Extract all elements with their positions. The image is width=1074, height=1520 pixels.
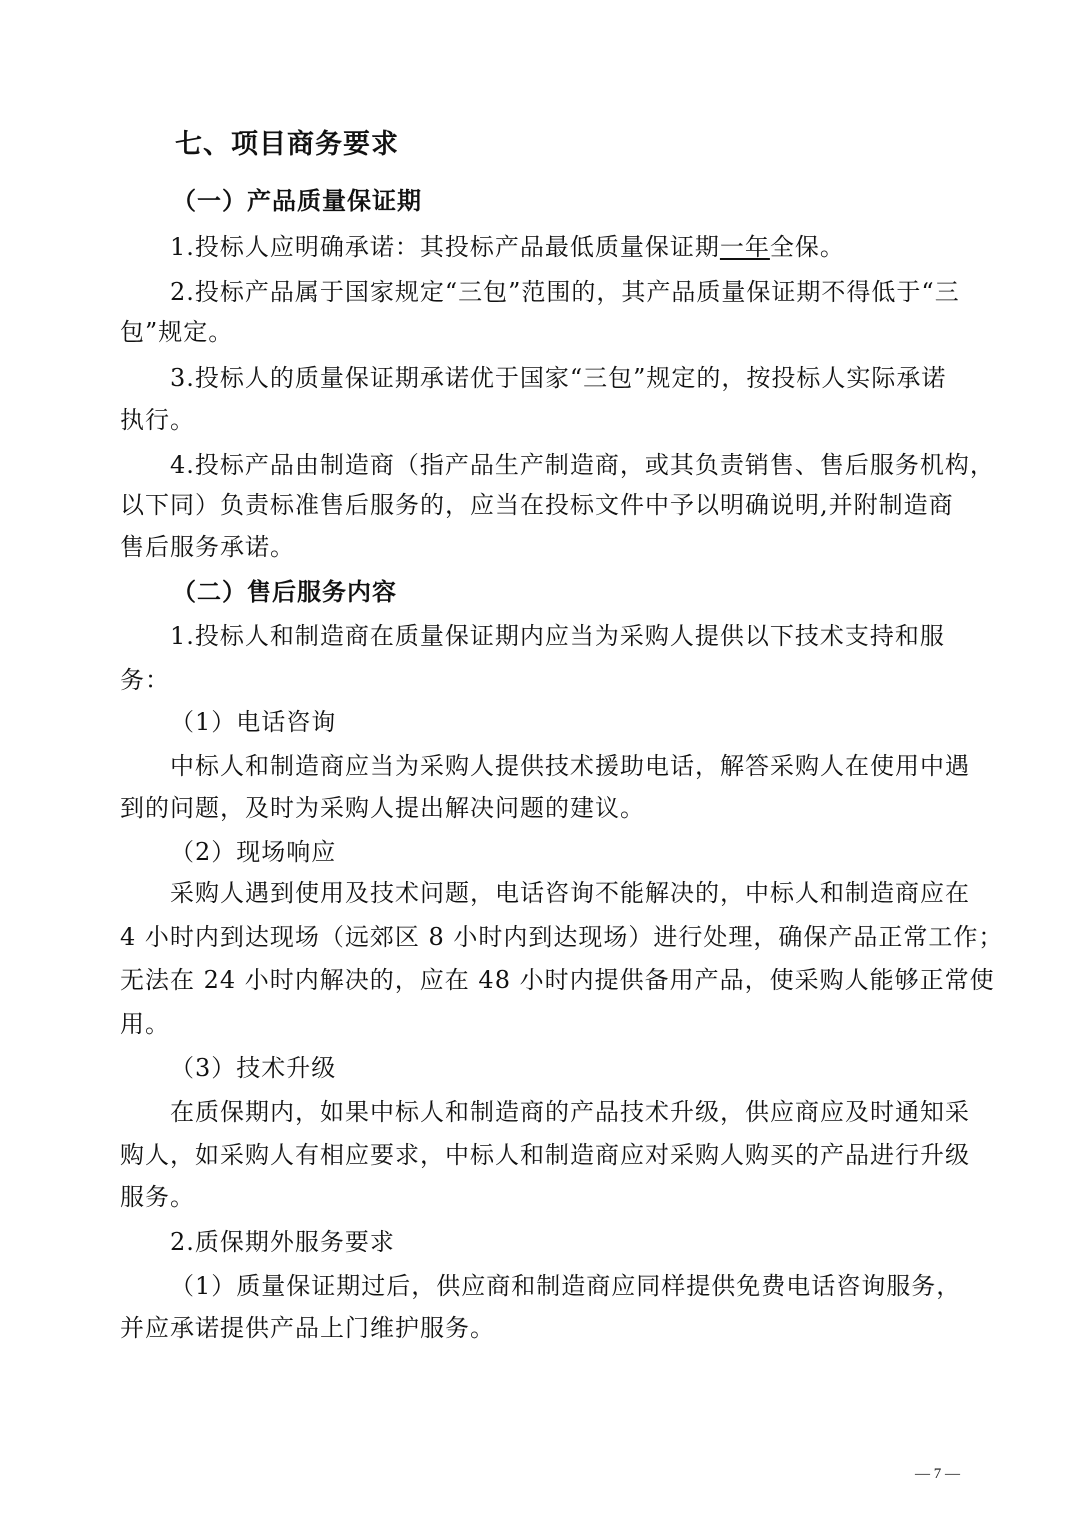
item-title: （1）电话咨询	[170, 708, 337, 736]
paragraph-line: 购人，如采购人有相应要求，中标人和制造商应对采购人购买的产品进行升级	[120, 1141, 970, 1169]
paragraph-line: 以下同）负责标准售后服务的，应当在投标文件中予以明确说明,并附制造商	[120, 491, 954, 519]
paragraph-line: 并应承诺提供产品上门维护服务。	[120, 1314, 495, 1342]
paragraph-line: 用。	[120, 1010, 170, 1038]
item-title: 2.质保期外服务要求	[170, 1228, 395, 1256]
paragraph-line: 到的问题，及时为采购人提出解决问题的建议。	[120, 794, 645, 822]
paragraph-line: 中标人和制造商应当为采购人提供技术援助电话，解答采购人在使用中遇	[170, 752, 970, 780]
section-title: 七、项目商务要求	[175, 129, 399, 160]
paragraph-1	[170, 232, 845, 262]
paragraph-line: （1）质量保证期过后，供应商和制造商应同样提供免费电话咨询服务，	[170, 1272, 962, 1300]
text: 全保。	[769, 233, 845, 261]
page-number: — 7 —	[915, 1466, 960, 1482]
subsection-heading-warranty: （一）产品质量保证期	[172, 187, 422, 215]
paragraph-line: 2.投标产品属于国家规定“三包”范围的，其产品质量保证期不得低于“三	[170, 278, 960, 306]
paragraph-line: 在质保期内，如果中标人和制造商的产品技术升级，供应商应及时通知采	[170, 1098, 970, 1126]
text: 1.投标人应明确承诺：其投标产品最低质量保证期	[170, 233, 720, 261]
paragraph-line: 4 小时内到达现场（远郊区 8 小时内到达现场）进行处理，确保产品正常工作；	[120, 923, 1004, 951]
paragraph-line: 执行。	[120, 406, 195, 434]
paragraph-line: 1.投标人和制造商在质量保证期内应当为采购人提供以下技术支持和服	[170, 622, 945, 650]
paragraph-line: 4.投标产品由制造商（指产品生产制造商，或其负责销售、售后服务机构，	[170, 451, 995, 479]
underlined-text: 一年	[719, 233, 770, 261]
paragraph-line: 采购人遇到使用及技术问题，电话咨询不能解决的，中标人和制造商应在	[170, 879, 970, 907]
paragraph-line: 服务。	[120, 1183, 195, 1211]
item-title: （3）技术升级	[170, 1054, 337, 1082]
item-title: （2）现场响应	[170, 838, 337, 866]
paragraph-line: 无法在 24 小时内解决的，应在 48 小时内提供备用产品，使采购人能够正常使	[120, 966, 995, 994]
paragraph-line: 务：	[120, 666, 170, 694]
subsection-heading-after-sales: （二）售后服务内容	[172, 578, 397, 606]
paragraph-line: 3.投标人的质量保证期承诺优于国家“三包”规定的，按投标人实际承诺	[170, 364, 947, 392]
paragraph-line: 售后服务承诺。	[120, 533, 295, 561]
paragraph-line: 包”规定。	[120, 318, 234, 346]
